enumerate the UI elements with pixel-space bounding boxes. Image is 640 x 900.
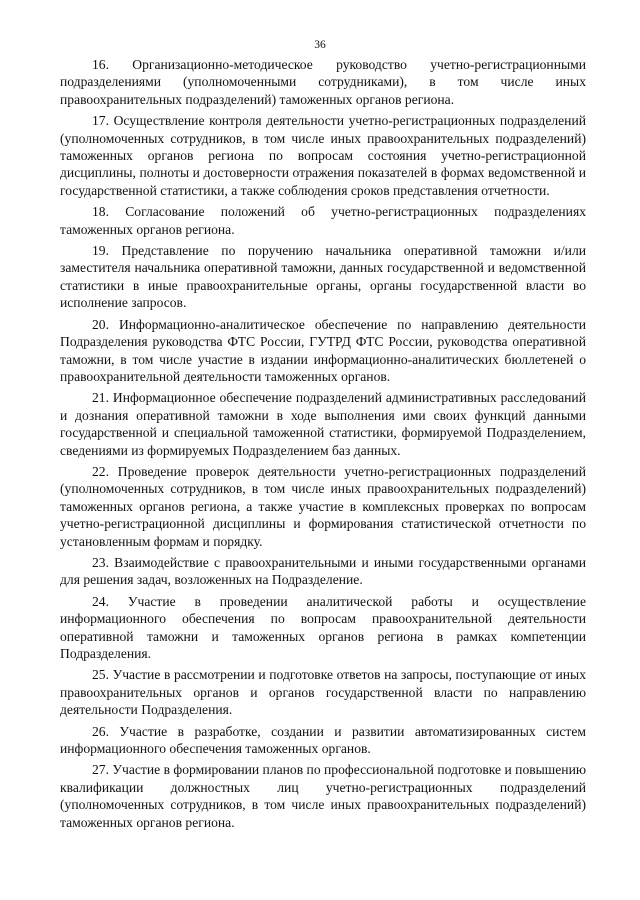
paragraph-20: 20. Информационно-аналитическое обеспечение по направлению деятельности Подразделения руководства ФТС России, ГУТРД ФТС России, руководства оперативной таможни, в том числе участие в издании информационно-аналитических бюллетеней о правоохранительной деятельности таможенных органов. (60, 316, 586, 384)
paragraph-18: 18. Согласование положений об учетно-регистрационных подразделениях таможенных органов региона. (60, 204, 586, 237)
document-body (60, 56, 586, 835)
paragraph-21: 21. Информационное обеспечение подразделений административных расследований и дознания оперативной таможни в ходе выполнения ими своих функций данными государственной и специальной таможенной статистики, формируемой Подразделением, сведениями из формируемых Подразделением баз данных. (60, 390, 586, 458)
paragraph-26: 26. Участие в разработке, создании и развитии автоматизированных систем информационного обеспечения таможенных органов. (60, 723, 586, 757)
page-number: 36 (314, 39, 326, 51)
paragraph-24: 24. Участие в проведении аналитической работы и осуществление информационного обеспечения по вопросам правоохранительной деятельности оперативной таможни и таможенных органов региона в рамках компетенции Подразделения. (60, 593, 586, 661)
paragraph-23: 23. Взаимодействие с правоохранительными и иными государственными органами для решения задач, возложенных на Подразделение. (60, 554, 586, 588)
paragraph-19: 19. Представление по поручению начальника оперативной таможни и/или заместителя начальника оперативной таможни, данных государственной и ведомственной статистики в иные правоохранительные органы, органы государственной власти во исполнение запросов. (60, 243, 586, 311)
paragraph-16: 16. Организационно-методическое руководство учетно-регистрационными подразделениями (уполномоченными сотрудниками), в том числе иных правоохранительных подразделений) таможенных органов региона. (60, 57, 586, 107)
paragraph-17: 17. Осуществление контроля деятельности учетно-регистрационных подразделений (уполномоченных сотрудников, в том числе иных правоохранительных подразделений) таможенных органов региона по вопросам состояния учетно-регистрационной дисциплины, полноты и достоверности отражения показателей в формах ведомственной и государственной статистики, а также соблюдения сроков представления отчетности. (60, 113, 586, 198)
paragraph-22: 22. Проведение проверок деятельности учетно-регистрационных подразделений (уполномоченных сотрудников, в том числе иных правоохранительных подразделений) таможенных органов региона, а также участие в комплексных проверках по вопросам учетно-регистрационной дисциплины и формирования статистической отчетности по установленным формам и порядку. (60, 463, 586, 549)
paragraph-27: 27. Участие в формировании планов по профессиональной подготовке и повышению квалификации должностных лиц учетно-регистрационных подразделений (уполномоченных сотрудников, в том числе иных правоохранительных подразделений) таможенных органов региона. (60, 762, 586, 830)
paragraph-25: 25. Участие в рассмотрении и подготовке ответов на запросы, поступающие от иных правоохранительных органов и органов государственной власти по направлению деятельности Подразделения. (60, 667, 586, 718)
